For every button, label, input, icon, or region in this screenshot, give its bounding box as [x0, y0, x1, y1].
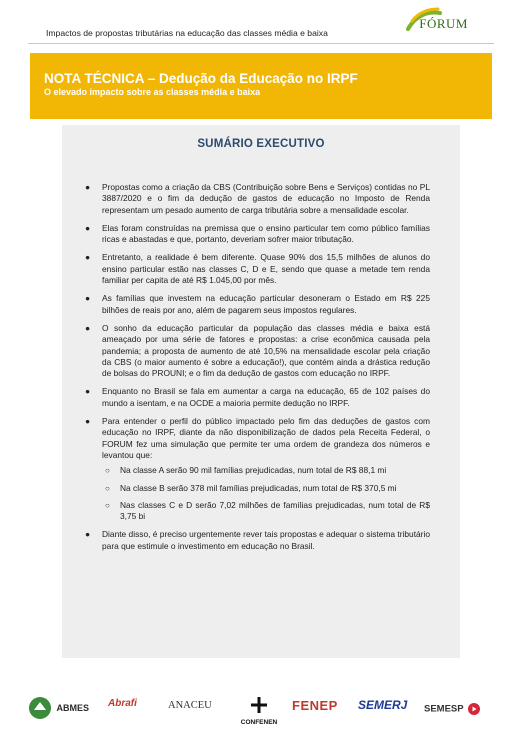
semesp-logo: SEMESP	[424, 700, 480, 718]
executive-summary-box	[62, 125, 460, 658]
summary-title: SUMÁRIO EXECUTIVO	[197, 138, 325, 150]
forum-logo-text: FÓRUM	[419, 16, 468, 31]
forum-logo	[400, 7, 472, 35]
hollow-bullet-icon: ○	[105, 483, 110, 493]
banner-title: NOTA TÉCNICA – Dedução da Educação no IRPF	[44, 71, 358, 86]
hollow-bullet-icon: ○	[105, 500, 110, 510]
list-item: ● O sonho da educação particular da população das classes média e baixa está ameaçado por uma série de fatores e propostas: a crise econômica causada pela pandemia; a proposta de aumento de até 10,5% na mensalidade escolar pela criação da CBS (o maior aumento é sobre a educação!), que contém ainda a drástica redução de bolsas do PROUNI; e o fim da dedução de gastos com educação no IRPF.	[85, 322, 430, 379]
hollow-bullet-icon: ○	[105, 466, 110, 476]
summary-list	[85, 182, 430, 559]
sub-list-item: ○ Na classe B serão 378 mil famílias prejudicadas, num total de R$ 370,5 mi	[105, 482, 397, 493]
bullet-icon: ●	[85, 529, 91, 540]
abrafi-logo: Abrafi	[108, 698, 137, 709]
sub-list-item: ○ Na classe A serão 90 mil famílias prejudicadas, num total de R$ 88,1 mi	[105, 465, 387, 476]
list-item: ● Diante disso, é preciso urgentemente rever tais propostas e adequar o sistema tributário para que estimule o investimento em educação no Brasil.	[85, 529, 430, 551]
list-item: ● Entretanto, a realidade é bem diferente. Quase 90% dos 15,5 milhões de alunos do ensino particular estão nas classes C, D e E, sendo que quase a metade tem renda familiar per capita de até R$ 1.045,00 por mês.	[85, 252, 430, 286]
list-item: ● Para entender o perfil do público impactado pelo fim das deduções de gastos com educação no IRPF, diante da não disponibilização de dados pela Receita Federal, o FORUM fez uma simulação que permite ter uma ordem de grandeza dos números e levantou que: ○ Na classe A serão 90 mil famílias prejudicadas, num total de R$ 88,1 mi ○ Na classe B serão 378 mil famílias prejudicadas, num total de R$ 370,5 mi ○ Nas classes C e D serão 7,02 milhões de famílias prejudicadas, num total de R$ 3,75 bi	[85, 416, 430, 522]
list-item: ● As famílias que investem na educação particular desoneram o Estado em R$ 225 bilhões de reais por ano, além de pagarem seus impostos regulares.	[85, 293, 430, 315]
sub-list	[102, 465, 430, 522]
list-item: ● Enquanto no Brasil se fala em aumentar a carga na educação, 65 de 102 países do mundo a isentam, e na OCDE a maioria permite dedução no IRPF.	[85, 386, 430, 408]
bullet-icon: ●	[85, 293, 91, 304]
bullet-icon: ●	[85, 222, 91, 233]
bullet-icon: ●	[85, 386, 91, 397]
list-item: ● Propostas como a criação da CBS (Contribuição sobre Bens e Serviços) contidas no PL 3887/2020 e o fim da dedução de gastos de educação no Imposto de Renda representam um pesado aumento de carga tributária sobre a mensalidade escolar.	[85, 182, 430, 215]
bullet-icon: ●	[85, 182, 91, 192]
document-header-title: Impactos de propostas tributárias na educação das classes média e baixa	[46, 28, 328, 38]
confenen-logo: CONFENEN	[238, 696, 280, 726]
sub-list-item: ○ Nas classes C e D serão 7,02 milhões de famílias prejudicadas, num total de R$ 3,75 bi	[105, 499, 430, 522]
bullet-icon: ●	[85, 416, 91, 427]
abmes-logo: ABMES	[28, 696, 89, 720]
title-banner	[30, 53, 492, 119]
play-icon	[468, 703, 480, 715]
header-divider	[28, 43, 494, 44]
semerj-logo: SEMERJ	[358, 698, 408, 712]
banner-subtitle: O elevado impacto sobre as classes média e baixa	[44, 87, 261, 97]
anaceu-logo: ANACEU	[168, 700, 212, 711]
bullet-icon: ●	[85, 252, 91, 263]
bullet-icon: ●	[85, 322, 91, 333]
partner-logos	[28, 694, 494, 730]
list-item: ● Elas foram construídas na premissa que o ensino particular tem como público famílias ricas e abastadas e que, portanto, deveriam sofrer maior tributação.	[85, 222, 430, 245]
fenep-logo: FENEP	[292, 698, 338, 713]
